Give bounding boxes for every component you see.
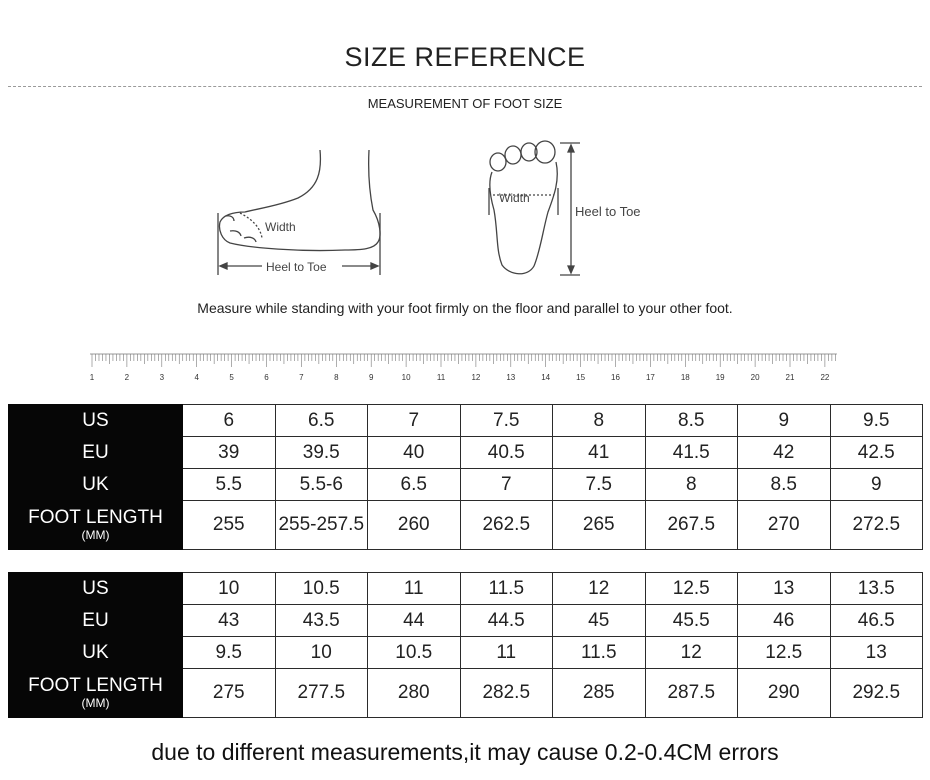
size-cell: 272.5 (830, 501, 923, 550)
row-header-foot-length (9, 669, 183, 718)
size-cell: 9.5 (183, 637, 276, 669)
size-cell: 43.5 (275, 605, 368, 637)
size-row-eu (9, 605, 923, 637)
size-cell: 282.5 (460, 669, 553, 718)
size-cell: 9.5 (830, 405, 923, 437)
size-cell: 8 (553, 405, 646, 437)
ruler-label: 19 (715, 373, 725, 382)
ruler-label: 21 (785, 373, 795, 382)
size-cell: 5.5 (183, 469, 276, 501)
size-cell: 6.5 (368, 469, 461, 501)
size-cell: 270 (738, 501, 831, 550)
size-cell: 13.5 (830, 573, 923, 605)
size-cell: 260 (368, 501, 461, 550)
row-header-us: US (9, 573, 183, 605)
size-cell: 12.5 (645, 573, 738, 605)
size-cell: 41 (553, 437, 646, 469)
size-cell: 267.5 (645, 501, 738, 550)
side-foot-illustration (218, 150, 380, 275)
foot-length-unit: (MM) (81, 696, 110, 710)
size-cell: 42 (738, 437, 831, 469)
size-cell: 43 (183, 605, 276, 637)
size-cell: 46.5 (830, 605, 923, 637)
size-row-foot-length (9, 669, 923, 718)
ruler-label: 16 (611, 373, 620, 382)
size-cell: 10.5 (368, 637, 461, 669)
side-width-label: Width (265, 220, 296, 234)
ruler-label: 13 (506, 373, 516, 382)
side-length-label: Heel to Toe (266, 260, 327, 274)
row-header-uk: UK (9, 637, 183, 669)
size-cell: 290 (738, 669, 831, 718)
ruler-label: 14 (541, 373, 551, 382)
size-cell: 12 (645, 637, 738, 669)
foot-length-label: FOOT LENGTH (28, 507, 163, 528)
foot-length-unit: (MM) (81, 528, 110, 542)
size-cell: 8 (645, 469, 738, 501)
size-cell: 7.5 (460, 405, 553, 437)
cm-ruler (86, 350, 846, 386)
ruler-label: 12 (471, 373, 481, 382)
ruler-label: 9 (368, 373, 374, 382)
size-cell: 39 (183, 437, 276, 469)
size-cell: 11 (368, 573, 461, 605)
size-table-1 (8, 404, 923, 550)
size-cell: 285 (553, 669, 646, 718)
foot-length-label: FOOT LENGTH (28, 675, 163, 696)
ruler-label: 1 (89, 373, 95, 382)
size-cell: 10.5 (275, 573, 368, 605)
size-row-eu (9, 437, 923, 469)
size-cell: 46 (738, 605, 831, 637)
size-cell: 292.5 (830, 669, 923, 718)
ruler-label: 11 (436, 373, 446, 382)
ruler-label: 18 (680, 373, 690, 382)
ruler-label: 5 (229, 373, 234, 382)
ruler-label: 10 (401, 373, 411, 382)
size-cell: 10 (183, 573, 276, 605)
size-cell: 255 (183, 501, 276, 550)
row-header-foot-length (9, 501, 183, 550)
ruler-label: 15 (576, 373, 586, 382)
size-cell: 41.5 (645, 437, 738, 469)
ruler-label: 22 (820, 373, 830, 382)
size-cell: 42.5 (830, 437, 923, 469)
size-cell: 12.5 (738, 637, 831, 669)
ruler-label: 2 (124, 373, 130, 382)
size-cell: 262.5 (460, 501, 553, 550)
page-title: SIZE REFERENCE (344, 42, 586, 72)
ruler-label: 4 (194, 373, 199, 382)
sole-width-label: Width (499, 191, 530, 205)
size-cell: 287.5 (645, 669, 738, 718)
size-row-uk (9, 637, 923, 669)
ruler-label: 20 (750, 373, 760, 382)
size-cell: 13 (830, 637, 923, 669)
size-row-foot-length (9, 501, 923, 550)
size-cell: 255-257.5 (275, 501, 368, 550)
row-header-eu: EU (9, 605, 183, 637)
sole-foot-illustration (489, 141, 580, 275)
size-cell: 275 (183, 669, 276, 718)
size-cell: 265 (553, 501, 646, 550)
size-cell: 9 (738, 405, 831, 437)
size-cell: 11.5 (553, 637, 646, 669)
size-cell: 8.5 (645, 405, 738, 437)
size-cell: 7 (368, 405, 461, 437)
size-cell: 44.5 (460, 605, 553, 637)
size-cell: 11.5 (460, 573, 553, 605)
size-cell: 280 (368, 669, 461, 718)
size-row-us (9, 573, 923, 605)
size-cell: 12 (553, 573, 646, 605)
ruler-label: 17 (645, 373, 655, 382)
size-cell: 40 (368, 437, 461, 469)
size-cell: 45.5 (645, 605, 738, 637)
size-cell: 5.5-6 (275, 469, 368, 501)
size-row-us (9, 405, 923, 437)
row-header-us: US (9, 405, 183, 437)
measurement-instruction: Measure while standing with your foot firmly on the floor and parallel to your other foot. (197, 300, 733, 316)
size-row-uk (9, 469, 923, 501)
row-header-eu: EU (9, 437, 183, 469)
foot-measurement-diagram (0, 0, 930, 295)
size-cell: 6.5 (275, 405, 368, 437)
size-cell: 9 (830, 469, 923, 501)
page-subtitle: MEASUREMENT OF FOOT SIZE (367, 96, 563, 111)
size-cell: 8.5 (738, 469, 831, 501)
measurement-error-note: due to different measurements,it may cause 0.2-0.4CM errors (151, 739, 779, 765)
size-cell: 39.5 (275, 437, 368, 469)
size-cell: 40.5 (460, 437, 553, 469)
size-cell: 7.5 (553, 469, 646, 501)
sole-length-label: Heel to Toe (575, 204, 641, 219)
size-table-2 (8, 572, 923, 718)
size-cell: 10 (275, 637, 368, 669)
size-cell: 6 (183, 405, 276, 437)
ruler-label: 6 (264, 373, 269, 382)
size-cell: 7 (460, 469, 553, 501)
ruler-label: 7 (299, 373, 304, 382)
size-cell: 11 (460, 637, 553, 669)
size-cell: 44 (368, 605, 461, 637)
size-cell: 13 (738, 573, 831, 605)
size-cell: 277.5 (275, 669, 368, 718)
ruler-label: 8 (334, 373, 339, 382)
row-header-uk: UK (9, 469, 183, 501)
ruler-label: 3 (159, 373, 165, 382)
size-cell: 45 (553, 605, 646, 637)
